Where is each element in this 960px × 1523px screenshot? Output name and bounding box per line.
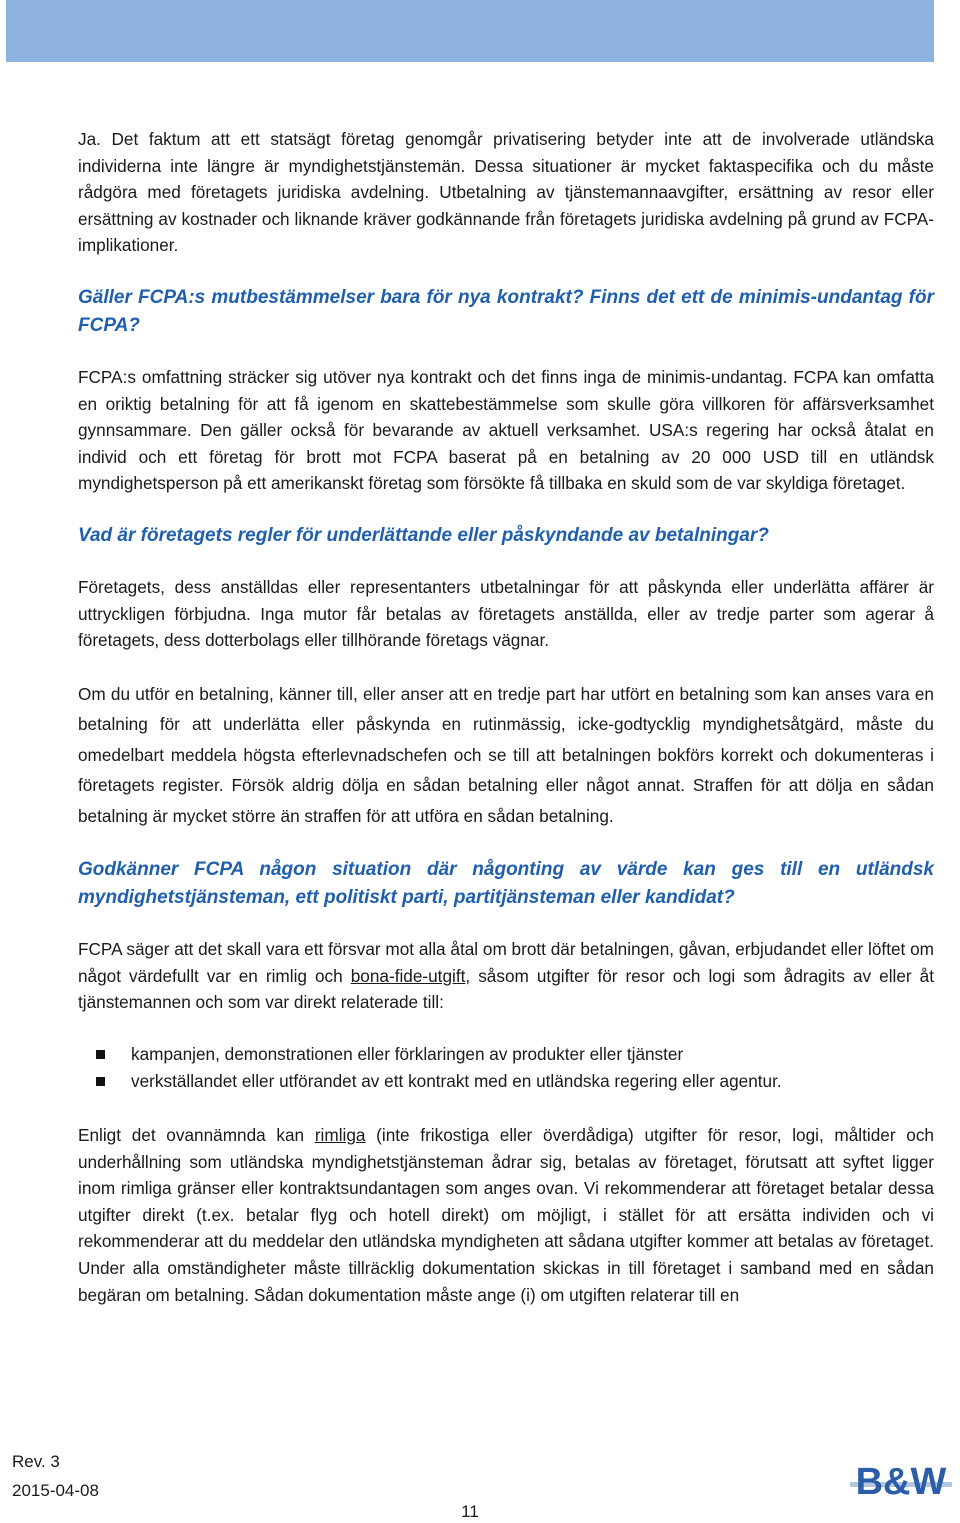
heading-de-minimis: Gäller FCPA:s mutbestämmelser bara för nya kontrakt? Finns det ett de minimis-undantag för FCPA? xyxy=(78,286,934,336)
paragraph-defense-text-b: , såsom utgifter för resor och logi som ådragits av eller åt tjänstemannen och som var direkt relaterade till: xyxy=(78,965,934,1013)
square-bullet-icon xyxy=(96,1050,105,1059)
bullet-item xyxy=(78,1041,934,1068)
paragraph-report-payment: Om du utför en betalning, känner till, eller anser att en tredje part har utfört en betalning som kan anses vara en betalning för att underlätta eller påskynda en rutinmässig, icke-godtycklig myndighetsåtgärd, måste du omedelbart meddela högsta efterlevnadschefen och se till att betalningen bokförs korrekt och dokumenteras i företagets register. Försök aldrig dölja en sådan betalning eller något annat. Straffen för att dölja en sådan betalning är mycket större än straffen för att utföra en sådan betalning. xyxy=(78,683,934,826)
bullet-list xyxy=(78,1041,934,1095)
square-bullet-icon xyxy=(96,1077,105,1086)
revision-date: 2015-04-08 xyxy=(12,1481,99,1500)
paragraph-expenses-text-b: (inte frikostiga eller överdådiga) utgifter för resor, logi, måltider och underhållning som utländska myndighetstjänsteman ådrar sig, betalas av företaget, förutsatt att syftet ligger inom rimliga gränser eller kontraktsundantagen som anges ovan. Vi rekommenderar att företaget betalar dessa utgifter direkt (t.ex. betalar flyg och hotell direkt) om möjligt, i stället för att ersätta individen och vi rekommenderar att du meddelar den utländska myndigheten att sådana utgifter kommer att betalas av företaget. Under alla omständigheter måste tillräcklig dokumentation skickas in till företaget i samband med en sådan begäran om betalning. Sådan dokumentation måste ange (i) om utgiften relaterar till en xyxy=(78,1125,934,1305)
company-logo xyxy=(846,1452,956,1510)
paragraph-privatization: Ja. Det faktum att ett statsägt företag genomgår privatisering betyder inte att de involverade utländska individerna inte längre är myndighetstjänstemän. Dessa situationer är mycket faktaspecifika och du måste rådgöra med företagets juridiska avdelning. Utbetalning av tjänstemannaavgifter, ersättning av resor eller ersättning av kostnader och liknande kräver godkännande från företagets juridiska avdelning på grund av FCPA-implikationer. xyxy=(78,129,934,256)
document-body xyxy=(78,126,934,1333)
paragraph-scope: FCPA:s omfattning sträcker sig utöver nya kontrakt och det finns inga de minimis-undantag. FCPA kan omfatta en oriktig betalning för att få igenom en skattebestämmelse som skulle göra villkoren för affärsverksamhet gynnsammare. Den gäller också för bevarande av aktuell verksamhet. USA:s regering har också åtalat en individ och ett företag för brott mot FCPA baserat på en betalning av 20 000 USD till en utländsk myndighetsperson på ett amerikanskt företag som försökte få tillbaka en skuld som de var skyldiga företaget. xyxy=(78,366,934,494)
revision-info xyxy=(12,1447,99,1505)
bullet-item xyxy=(78,1068,934,1095)
bullet-text: verkställandet eller utförandet av ett kontrakt med en utländska regering eller agentur. xyxy=(131,1071,782,1091)
heading-facilitating-payments: Vad är företagets regler för underlättande eller påskyndande av betalningar? xyxy=(78,524,769,546)
reasonable-term: rimliga xyxy=(314,1125,366,1145)
header-band xyxy=(6,0,934,62)
paragraph-expenses-text-a: Enligt det ovannämnda kan xyxy=(78,1125,315,1145)
bona-fide-term: bona-fide-utgift xyxy=(350,965,466,986)
revision-label: Rev. 3 xyxy=(12,1452,60,1471)
paragraph-reasonable-expenses xyxy=(78,1122,934,1308)
page-number: 11 xyxy=(461,1502,479,1521)
paragraph-prohibited: Företagets, dess anställdas eller representanters utbetalningar för att påskynda eller underlätta affärer är uttryckligen förbjudna. Inga mutor får betalas av företagets anställda, eller av tredje parter som agerar å företagets, dess dotterbolags eller tillhörande företags vägnar. xyxy=(78,576,934,651)
paragraph-defense-text-a: FCPA säger att det skall vara ett försvar mot alla åtal om brott där betalningen, gåvan, erbjudandet eller löftet om något värdefullt var en rimlig och xyxy=(78,939,934,986)
logo-text: B&W xyxy=(855,1461,947,1503)
heading-permitted-situations: Godkänner FCPA någon situation där någonting av värde kan ges till en utländsk myndighetstjänsteman, ett politiskt parti, partitjänsteman eller kandidat? xyxy=(78,859,934,909)
paragraph-defense xyxy=(78,936,934,1016)
bullet-text: kampanjen, demonstrationen eller förklaringen av produkter eller tjänster xyxy=(131,1044,684,1064)
